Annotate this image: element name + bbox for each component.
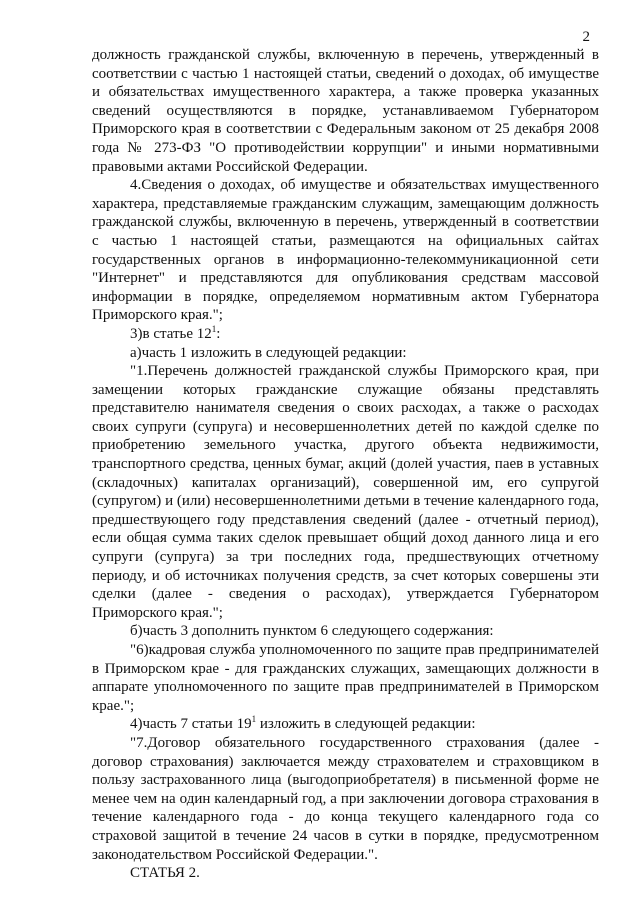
paragraph-text: 3)в статье 12 <box>130 325 212 342</box>
superscript: 1 <box>251 714 257 725</box>
paragraph-part-7-text: "7.Договор обязательного государственного страхования (далее - договор страхования) заключается между страхователем и страховщиком в пользу застрахованного лица (выгодоприобретателя) в письменной форме не менее чем на один календарный год, а при заключении договора страхования в течение календарного года - до конца текущего календарного года со страховой защитой в течение 24 часов в сутки в порядке, предусмотренном законодательством Российской Федерации.". <box>92 734 599 863</box>
paragraph-tail: изложить в следующей редакции: <box>256 716 476 733</box>
paragraph-subitem-b: б)часть 3 дополнить пунктом 6 следующего содержания: <box>130 623 494 640</box>
paragraph-tail: : <box>216 325 221 342</box>
paragraph-item-4: 4.Сведения о доходах, об имуществе и обязательствах имущественного характера, представляемые гражданским служащим, замещающим должность гражданской службы, включенную в перечень, утвержденный в соответствии с частью 1 настоящей статьи, размещаются на официальных сайтах государственных органов в информационно-телекоммуникационной сети "Интернет" и представляются для опубликования средствам массовой информации в порядке, определяемом нормативным актом Губернатора Приморского края."; <box>92 177 599 324</box>
paragraph-continuation: должность гражданской службы, включенную в перечень, утвержденный в соответствии с частью 1 настоящей статьи, сведений о доходах, об имуществе и обязательствах имущественного характера, а также проверка указанных сведений осуществляются в порядке, устанавливаемом Губернатором Приморского края в соответствии с Федеральным законом от 25 декабря 2008 года № 273-ФЗ "О противодействии коррупции" и иными нормативными правовыми актами Российской Федерации. <box>92 47 599 175</box>
document-body <box>92 46 599 883</box>
superscript: 1 <box>211 323 217 334</box>
paragraph-article-12-1 <box>92 325 599 344</box>
page-number: 2 <box>582 29 590 45</box>
paragraph-article-19-1 <box>92 715 599 734</box>
paragraph-part-1-text: "1.Перечень должностей гражданской службы Приморского края, при замещении которых гражданские служащие обязаны представлять представителю нанимателя сведения о своих расходах, а также о расходах своих супруги (супруга) и несовершеннолетних детей по каждой сделке по приобретению земельного участка, другого объекта недвижимости, транспортного средства, ценных бумаг, акций (долей участия, паев в уставных (складочных) капиталах организаций), совершенной им, его супругой (супругом) и (или) несовершеннолетними детьми в течение календарного года, предшествующего году представления сведений (далее - отчетный период), если общая сумма таких сделок превышает общий доход данного лица и его супруги (супруга) за три последних года, предшествующих отчетному периоду, и об источниках получения средств, за счет которых совершены эти сделки (далее - сведения о расходах), утверждается Губернатором Приморского края."; <box>92 363 599 621</box>
article-2-heading: СТАТЬЯ 2. <box>130 865 200 882</box>
paragraph-text: 4)часть 7 статьи 19 <box>130 716 252 733</box>
paragraph-point-6-text: "6)кадровая служба уполномоченного по защите прав предпринимателей в Приморском крае - для гражданских служащих, замещающих должности в аппарате уполномоченного по защите прав предпринимателей в Приморском крае."; <box>92 642 599 714</box>
paragraph-subitem-a: а)часть 1 изложить в следующей редакции: <box>130 344 407 361</box>
